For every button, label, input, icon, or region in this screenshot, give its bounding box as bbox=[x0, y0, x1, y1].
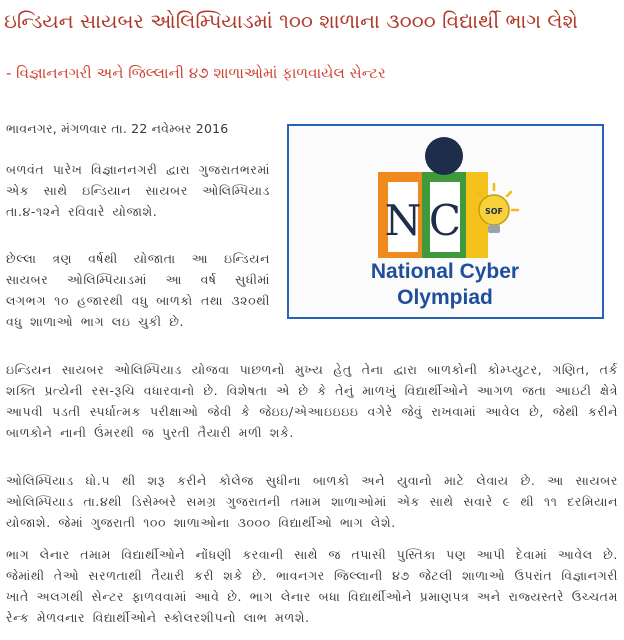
article-paragraph-4: ઓલિમ્પિયાડ ધો.૫ થી શરૂ કરીને કોલેજ સુધીના બાળકો અને યુવાનો માટે લેવાય છે. આ સાયબર ઓલિમ્પિયાડ તા.૪થી ડિસેમ્બરે સમગ્ર ગુજરાતની તમામ શાળાઓમાં એક સાથે સવારે ૯ થી ૧૧ દરમિયાન યોજાશે. જેમાં ગુજરાતી ૧૦૦ શાળાઓના ૩૦૦૦ વિદ્યાર્થીઓ ભાગ લેશે. bbox=[6, 473, 618, 530]
article-paragraph-5: ભાગ લેનાર તમામ વિદ્યાર્થીઓને નોંધણી કરવાની સાથે જ તપાસી પુસ્તિકા પણ આપી દેવામાં આવેલ છે. જેમાંથી તેઓ સરળતાથી તૈયારી કરી શકે છે. ભાવનગર જિલ્લાની ૪૭ જેટલી શાળાઓ ઉપરાંત વિજ્ઞાનગરી ખાતે અલગથી સેન્ટર ફાળવવામાં આવે છે. ભાગ લેનાર બધા વિદ્યાર્થીઓને પ્રમાણપત્ર અને રાજ્યસ્તરે ઉચ્ચતમ રેન્ક મેળવનાર વિદ્યાર્થીઓને સ્કોલરશીપનો લાભ મળશે. bbox=[6, 547, 618, 625]
logo-letter-n: N bbox=[384, 196, 422, 245]
national-cyber-olympiad-logo-image bbox=[287, 124, 604, 319]
logo-title-line-1: National Cyber bbox=[370, 260, 520, 283]
logo-title-line-2: Olympiad bbox=[397, 286, 493, 309]
logo-graphic bbox=[289, 126, 602, 317]
article-subheadline: - વિજ્ઞાનનગરી અને જિલ્લાની ૪૭ શાળાઓમાં ફાળવાયેલ સેન્ટર bbox=[6, 64, 386, 82]
article-headline: ઇન્ડિયન સાયબર ઓલિમ્પિયાડમાં ૧૦૦ શાળાના ૩૦૦૦ વિદ્યાર્થી ભાગ લેશે bbox=[4, 9, 578, 33]
article-paragraph-1: બળવંત પારેખ વિજ્ઞાનનગરી દ્વારા ગુજરાતભરમાં એક સાથે ઇન્ડિયાન સાયબર ઓલિમ્પિયાડ તા.૪-૧૨ને રવિવારે યોજાશે. bbox=[6, 162, 270, 219]
logo-letter-c: C bbox=[428, 196, 462, 245]
article-paragraph-2: છેલ્લા ત્રણ વર્ષથી યોજાતા આ ઇન્ડિયન સાયબર ઓલિમ્પિયાડમાં આ વર્ષ સુધીમાં લગભગ ૧૦ હજારથી વધુ બાળકો તથા ૩૨૦થી વધુ શાળાઓ ભાગ લઇ ચુકી છે. bbox=[6, 251, 270, 329]
logo-badge-sof: SOF bbox=[484, 207, 504, 216]
article-dateline: ભાવનગર, મંગળવાર તા. 22 નવેમ્બર 2016 bbox=[6, 121, 229, 136]
article-paragraph-3: ઇન્ડિયન સાયબર ઓલિમ્પિયાડ યોજવા પાછળનો મુખ્ય હેતુ તેના દ્વારા બાળકોની કોમ્પ્યુટર, ગણિત, તર્ક શક્તિ પ્રત્યેની રસ-રૂચિ વધારવાનો છે. વિશેષતા એ છે કે તેનું માળખું વિદ્યાર્થીઓને આગળ જતા આઇટી ક્ષેત્રે આપવી પડતી સ્પર્ધાત્મક પરીક્ષાઓ જેવી કે જેઇઇ/એઆઇઇઇઇ વગેરે જેવું રાખવામાં આવેલ છે, જેથી કરીને બાળકોને નાની ઉંમરથી જ પુરતી તૈયારી મળી શકે. bbox=[6, 362, 618, 440]
logo-dark-circle bbox=[425, 137, 463, 175]
